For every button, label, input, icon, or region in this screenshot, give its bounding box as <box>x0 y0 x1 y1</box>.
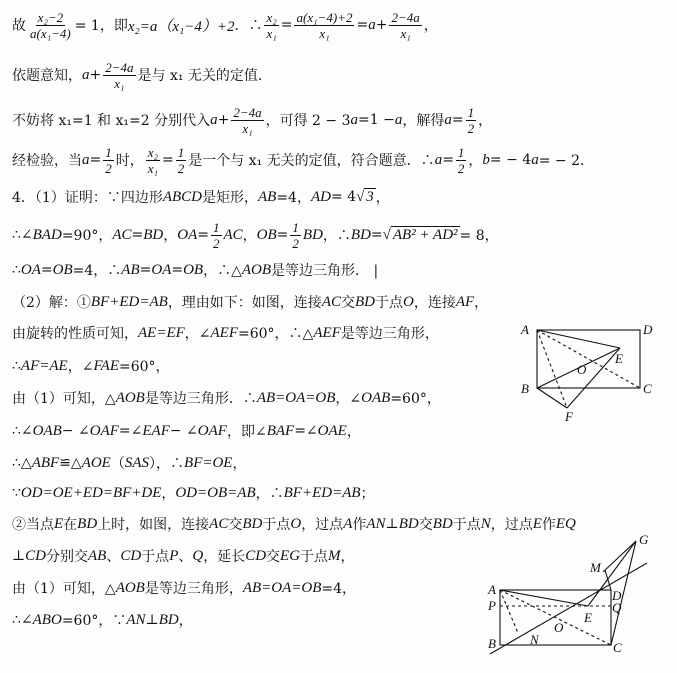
denominator: x₁ <box>147 160 159 176</box>
text: = <box>442 152 454 168</box>
text: 、 <box>178 549 193 565</box>
text: =60°， <box>390 391 441 407</box>
math-expression: CD <box>120 547 142 564</box>
text: 交 <box>340 295 355 311</box>
text: = 1，即 <box>74 18 128 34</box>
math-expression: N <box>480 515 491 532</box>
text: ，∠ <box>335 391 362 407</box>
fraction <box>264 10 278 41</box>
text: = − 2． <box>538 153 594 169</box>
fraction <box>231 105 263 136</box>
math-expression: BF+ED=AB <box>90 293 168 310</box>
denominator: 2 <box>177 160 185 176</box>
text: ， <box>478 113 493 129</box>
text: ②当点 <box>12 517 54 533</box>
math-expression: FAE <box>93 357 119 374</box>
text: = <box>451 112 464 128</box>
text: 于点 <box>300 549 329 565</box>
text: ⊥ <box>145 612 159 628</box>
text: = <box>89 152 102 168</box>
text: ，可得 2 − 3 <box>265 113 351 129</box>
math-expression: AOB <box>115 389 145 406</box>
math-expression: BF+ED=AB <box>283 484 361 501</box>
math-expression: ABCD <box>162 188 202 205</box>
text: ∴ <box>12 262 21 278</box>
math-expression: ABF <box>31 454 60 471</box>
text: 时， <box>115 153 144 169</box>
text: ，延长 <box>203 549 246 565</box>
math-expression: CD <box>245 547 267 564</box>
label-E: E <box>615 351 623 366</box>
math-expression: BD <box>158 611 179 628</box>
math-expression: a <box>444 111 452 128</box>
text: ， <box>346 424 361 440</box>
math-expression: SAS <box>124 454 150 471</box>
math-expression: ABO <box>32 611 62 628</box>
denominator: a(x₁−4) <box>30 25 71 41</box>
text: ，过点 <box>490 517 533 533</box>
label-O: O <box>577 362 587 377</box>
label-E: E <box>584 610 592 625</box>
figure-1-rectangle-diagram <box>515 318 665 423</box>
text: = <box>131 227 144 243</box>
denominator: x₁ <box>400 25 411 41</box>
math-expression: AB=OA=OB <box>256 389 336 406</box>
text: =4，∴ <box>72 263 122 279</box>
math-expression: AB <box>88 547 107 564</box>
label-A: A <box>521 322 529 337</box>
numerator: 1 <box>457 144 465 160</box>
math-expression: a <box>350 111 359 128</box>
math-expression: BD <box>432 515 453 532</box>
math-expression: OAF <box>197 422 227 439</box>
math-expression: AC <box>112 226 132 243</box>
math-expression: AF <box>455 293 475 310</box>
text: =1 − <box>358 112 395 128</box>
text: ⊥ <box>385 516 399 532</box>
text: ∴∠ <box>12 612 33 628</box>
text-line <box>12 140 594 180</box>
math-expression: a <box>82 151 90 168</box>
text: ，连接 <box>413 295 456 311</box>
text: =60°，∴△ <box>238 326 314 342</box>
text-line <box>12 215 499 255</box>
text: 经检验，当 <box>12 153 82 169</box>
math-expression: OB <box>52 261 73 278</box>
label-C: C <box>613 640 622 655</box>
numerator: 2−4a <box>233 104 262 120</box>
text: ⊥ <box>12 548 26 564</box>
label-N: N <box>530 632 539 647</box>
text-line <box>12 600 193 640</box>
math-expression: BF=OE <box>184 454 233 471</box>
math-expression: BAF <box>266 422 295 439</box>
text: ∴∠ <box>12 423 33 439</box>
text: （ <box>110 456 125 472</box>
denominator: 2 <box>105 160 112 176</box>
math-expression: a <box>531 151 539 168</box>
numerator: a(x₁−4)+2 <box>296 9 353 25</box>
text: 交 <box>266 549 281 565</box>
denominator: 2 <box>213 235 220 251</box>
math-expression: AF=AE <box>20 357 68 374</box>
math-expression: AB <box>121 261 140 278</box>
text: = <box>197 227 209 243</box>
text: ， <box>375 190 390 206</box>
math-expression: BD <box>302 226 323 243</box>
text: ， <box>163 228 178 244</box>
text: =∠ <box>118 423 143 439</box>
text: 交 <box>228 517 243 533</box>
radicand: 3 <box>366 188 374 205</box>
label-B: B <box>521 381 529 396</box>
text: 作 <box>352 517 367 533</box>
text: ，∠ <box>67 359 94 375</box>
text: ，∴ <box>255 486 284 502</box>
denominator: x₁ <box>319 25 330 41</box>
math-expression: OAB <box>32 422 62 439</box>
text: + <box>375 17 388 33</box>
text: 4．（1）证明：∵四边形 <box>12 190 163 206</box>
text: ，∴ <box>322 228 351 244</box>
label-A: A <box>488 582 496 597</box>
text: = <box>162 152 174 168</box>
text: ， <box>474 295 489 311</box>
math-expression: EAF <box>142 422 170 439</box>
math-expression: OD=OE+ED=BF+DE <box>20 484 162 501</box>
text: ，理由如下：如图，连接 <box>167 295 322 311</box>
text: 依题意知， <box>12 68 82 84</box>
text: ， <box>232 456 247 472</box>
math-expression: a <box>394 111 403 128</box>
text: + <box>217 112 230 128</box>
math-expression: E <box>54 515 64 532</box>
math-expression: OA <box>20 261 41 278</box>
math-expression: a <box>434 151 443 168</box>
math-expression: OAB <box>361 389 391 406</box>
text: ， <box>423 18 438 34</box>
text: 不妨将 x₁=1 和 x₁=2 分别代入 <box>12 113 211 129</box>
text: = <box>40 262 53 278</box>
text: 是等边三角形． | <box>271 263 379 279</box>
fraction <box>389 10 421 41</box>
text-line <box>12 177 390 217</box>
math-expression: BD <box>77 515 98 532</box>
text: 、 <box>106 549 121 565</box>
math-expression: OB <box>256 226 277 243</box>
math-expression: OAF <box>89 422 119 439</box>
math-expression: E <box>532 515 542 532</box>
text: = <box>356 17 369 33</box>
text: =4， <box>276 190 311 206</box>
text: ，∠ <box>184 326 211 342</box>
text: = 4 <box>330 189 357 205</box>
text: 由（1）可知，△ <box>12 581 116 597</box>
math-expression: AC <box>209 515 229 532</box>
label-D: D <box>643 322 653 337</box>
label-F: F <box>565 409 573 423</box>
numerator: 1 <box>105 144 112 160</box>
text: （2）解：① <box>12 295 91 311</box>
math-expression: AC <box>223 226 243 243</box>
denominator: 2 <box>457 160 465 176</box>
text: 分别交 <box>46 549 89 565</box>
fraction <box>176 145 187 176</box>
math-expression: Q <box>192 547 204 564</box>
text: ≌△ <box>59 455 82 471</box>
math-expression: O <box>290 515 302 532</box>
text-line <box>12 55 272 95</box>
math-expression: AE=EF <box>138 324 185 341</box>
numerator: 2−4a <box>391 9 420 25</box>
text: = <box>276 227 289 243</box>
math-expression: x₂=a（x₁−4）+2 <box>127 18 235 35</box>
math-expression: a <box>210 111 218 128</box>
text: ，过点 <box>301 517 344 533</box>
math-expression: b <box>482 151 490 168</box>
text-line <box>12 5 438 45</box>
text: 于点 <box>141 549 170 565</box>
math-expression: O <box>402 293 414 310</box>
text: =60°， <box>119 359 170 375</box>
math-expression: OAE <box>317 422 347 439</box>
label-O: O <box>554 620 564 635</box>
math-expression: OA <box>151 261 172 278</box>
math-expression: AB <box>258 188 277 205</box>
text: =60°，∵ <box>61 613 127 629</box>
text: − ∠ <box>169 423 198 439</box>
text: 是一个与 x₁ 无关的定值，符合题意．∴ <box>188 153 435 169</box>
math-expression: BD <box>350 226 371 243</box>
fraction <box>211 220 222 251</box>
text: =∠ <box>294 423 318 439</box>
math-expression: AEF <box>313 324 341 341</box>
math-expression: a <box>368 16 376 33</box>
math-expression: AB=OA=OB <box>242 579 322 596</box>
math-expression: EQ <box>555 515 576 532</box>
text: = <box>139 262 152 278</box>
fraction <box>103 145 114 176</box>
text: ， <box>161 486 176 502</box>
text: 是等边三角形．∴ <box>144 391 257 407</box>
fraction <box>294 10 354 41</box>
label-B: B <box>488 636 496 651</box>
fraction <box>290 220 301 251</box>
numerator: x₂ <box>147 144 159 160</box>
numerator: x₂−2 <box>37 9 64 25</box>
math-expression: BAD <box>32 226 62 243</box>
math-expression: EG <box>280 547 301 564</box>
text: = − 4 <box>489 152 532 168</box>
numerator: 1 <box>467 104 475 120</box>
math-expression: AOB <box>241 261 272 278</box>
denominator: x₁ <box>266 25 277 41</box>
text: 在 <box>63 517 78 533</box>
label-M: M <box>590 560 601 575</box>
text: = 8， <box>459 228 499 244</box>
text: ），∴ <box>149 456 185 472</box>
square-root: √ 3 <box>356 188 374 205</box>
text: ， <box>178 613 193 629</box>
label-G: G <box>639 532 649 547</box>
text: 是等边三角形， <box>144 581 243 597</box>
text: 是等边三角形， <box>340 326 439 342</box>
math-expression: a <box>82 66 90 83</box>
math-expression: OA <box>177 226 198 243</box>
text: = <box>171 262 184 278</box>
math-expression: AOE <box>81 454 111 471</box>
text: ， <box>340 549 355 565</box>
math-expression: A <box>343 515 353 532</box>
text: ∵ <box>12 485 21 501</box>
numerator: 1 <box>292 219 299 235</box>
text: ， <box>468 153 483 169</box>
numerator: 2−4a <box>105 59 134 75</box>
text: =90°， <box>61 228 113 244</box>
text-line <box>12 100 492 140</box>
text: ， <box>242 228 257 244</box>
text: ．∴ <box>234 18 263 34</box>
label-P: P <box>488 598 496 613</box>
denominator: x₁ <box>242 120 253 136</box>
text: ∴△ <box>12 455 32 471</box>
text: 于点 <box>262 517 291 533</box>
math-expression: P <box>169 547 179 564</box>
label-Q: Q <box>612 600 622 615</box>
math-expression: AD <box>310 188 331 205</box>
text: 于点 <box>452 517 481 533</box>
text: ∴∠ <box>12 227 33 243</box>
math-expression: AOB <box>115 579 145 596</box>
numerator: 1 <box>177 144 185 160</box>
math-expression: BD <box>242 515 263 532</box>
text: 是矩形， <box>202 190 258 206</box>
radicand: AB² + AD² <box>392 226 458 243</box>
math-expression: AN <box>126 611 146 628</box>
text: ，即∠ <box>226 424 267 440</box>
math-expression: OB <box>183 261 204 278</box>
label-C: C <box>643 381 652 396</box>
text: 故 <box>12 18 26 34</box>
denominator: 2 <box>467 120 475 136</box>
math-expression: BD <box>354 293 375 310</box>
fraction <box>466 105 477 136</box>
text: 由（1）可知，△ <box>12 391 116 407</box>
text: 由旋转的性质可知， <box>12 326 138 342</box>
text: 是与 x₁ 无关的定值． <box>137 68 272 84</box>
text: 上时，如图，连接 <box>97 517 210 533</box>
text: ； <box>360 486 375 502</box>
math-expression: CD <box>25 547 47 564</box>
math-expression: M <box>328 547 341 564</box>
text: = <box>280 17 293 33</box>
text: + <box>89 67 102 83</box>
text: = <box>370 227 383 243</box>
figure-2-rectangle-diagram <box>482 532 652 662</box>
square-root: √ AB² + AD² <box>382 226 458 243</box>
math-expression: BD <box>398 515 419 532</box>
numerator: x₂ <box>266 9 277 25</box>
text: 交 <box>418 517 433 533</box>
math-expression: AN <box>366 515 386 532</box>
math-expression: AEF <box>210 324 239 341</box>
fraction <box>456 145 467 176</box>
denominator: x₁ <box>114 75 125 91</box>
text: 于点 <box>374 295 403 311</box>
math-expression: AC <box>321 293 341 310</box>
fraction <box>103 60 135 91</box>
text: =4， <box>321 581 357 597</box>
text: ∴ <box>12 358 21 374</box>
numerator: 1 <box>213 219 220 235</box>
text: ，解得 <box>402 113 445 129</box>
label-D: D <box>612 588 622 603</box>
text: ，∴△ <box>203 263 242 279</box>
text: − ∠ <box>61 423 90 439</box>
text: 作 <box>541 517 556 533</box>
math-expression: BD <box>143 226 164 243</box>
math-expression: OD=OB=AB <box>175 484 256 501</box>
fraction <box>146 145 160 176</box>
denominator: 2 <box>292 235 299 251</box>
fraction <box>28 10 73 41</box>
